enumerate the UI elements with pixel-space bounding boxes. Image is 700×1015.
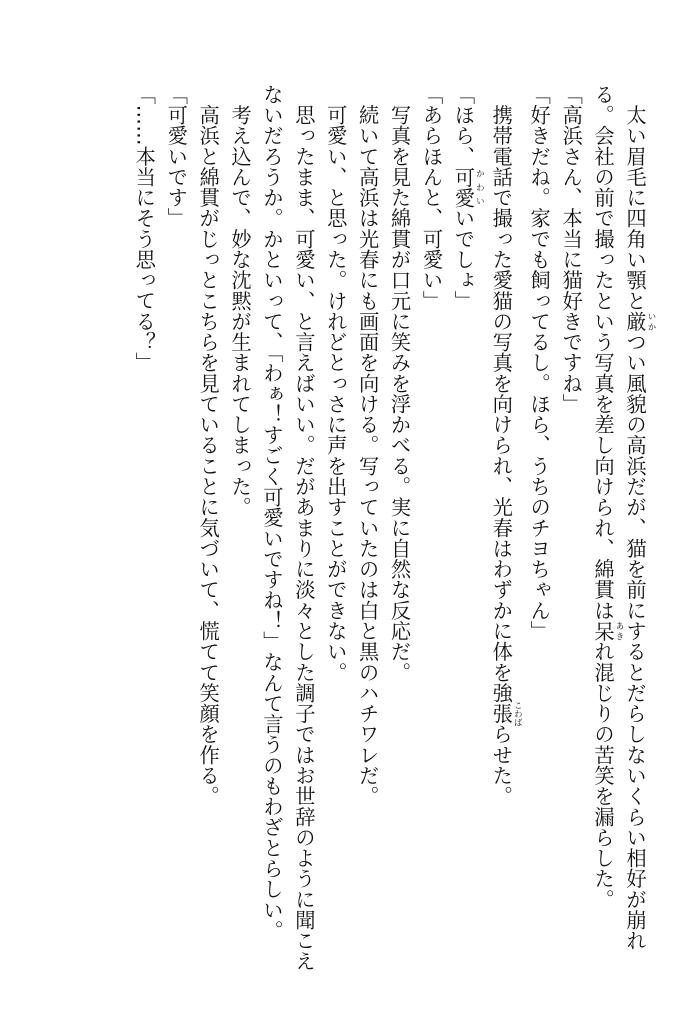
text-segment: 続いて高浜は光春にも画面を向ける。写っていたのは白と黒のハチワレだ。 <box>355 104 380 807</box>
text-segment: 「好きだね。家でも飼ってるし。ほら、うちのチヨちゃん」 <box>527 84 552 642</box>
text-segment: 「高浜さん、本当に猫好きですね」 <box>559 84 584 415</box>
text-segment: 「……本当にそう思ってる？」 <box>132 84 157 373</box>
text-segment: 可愛い、と思った。けれどとっさに声を出すことができない。 <box>323 104 348 683</box>
text-segment: 「あらほんと、可愛い」 <box>419 84 444 312</box>
text-segment: つい風貌の高浜だが、猫を前にするとだらしないくらい相好が崩れる。会社の前で撮ったという写真を差し向けられ、綿貫は <box>591 84 647 951</box>
vertical-text-body <box>127 84 656 974</box>
dialogue-line <box>127 84 159 974</box>
ruby-word <box>489 700 523 727</box>
dialogue-line <box>159 84 191 974</box>
ruby-word <box>591 620 624 642</box>
ruby-reading: あき <box>614 620 624 642</box>
ruby-base: 可愛 <box>451 166 476 208</box>
ruby-base: 張 <box>489 700 514 727</box>
text-segment: 写真を見た綿貫が口元に笑みを浮かべる。実に自然な反応だ。 <box>387 104 412 683</box>
ruby-base: 呆 <box>591 620 615 642</box>
dialogue-line <box>554 84 586 974</box>
paragraph <box>484 84 522 974</box>
paragraph <box>383 84 415 974</box>
text-segment: 高浜と綿貫がじっとこちらを見ていることに気づいて、慌てて笑顔を作る。 <box>196 104 221 807</box>
text-segment: いでしょ」 <box>451 207 476 312</box>
text-segment: らせた。 <box>489 723 514 807</box>
ruby-reading: こわば <box>512 700 523 727</box>
ruby-word <box>623 311 656 332</box>
paragraph <box>255 84 319 974</box>
dialogue-line <box>415 84 447 974</box>
paragraph <box>191 84 223 974</box>
paragraph <box>351 84 383 974</box>
paragraph <box>319 84 351 974</box>
ruby-reading: いか <box>646 311 656 332</box>
ruby-reading: かわい <box>474 166 485 208</box>
text-segment: 思ったまま、可愛い、と言えばいい。だがあまりに淡々とした調子ではお世辞のように聞こえないだろうか。かといって、「わぁ！すごく可愛いですね！」なんて言うのもわざとらしい。 <box>259 84 316 972</box>
paragraph <box>586 84 656 974</box>
text-segment: 携帯電話で撮った愛猫の写真を向けられ、光春はわずかに体を強 <box>489 104 514 704</box>
ruby-word <box>451 166 485 208</box>
dialogue-line <box>522 84 554 974</box>
dialogue-line <box>446 84 484 974</box>
text-segment: 「ほら、 <box>451 84 476 167</box>
ruby-base: 厳 <box>623 311 647 332</box>
paragraph <box>223 84 255 974</box>
text-segment: 考え込んで、妙な沈黙が生まれてしまった。 <box>228 104 253 518</box>
text-segment: 太い眉毛に四角い顎と <box>623 104 647 312</box>
text-segment: れ混じりの苦笑を漏らした。 <box>591 641 615 910</box>
text-segment: 「可愛いです」 <box>164 84 189 229</box>
